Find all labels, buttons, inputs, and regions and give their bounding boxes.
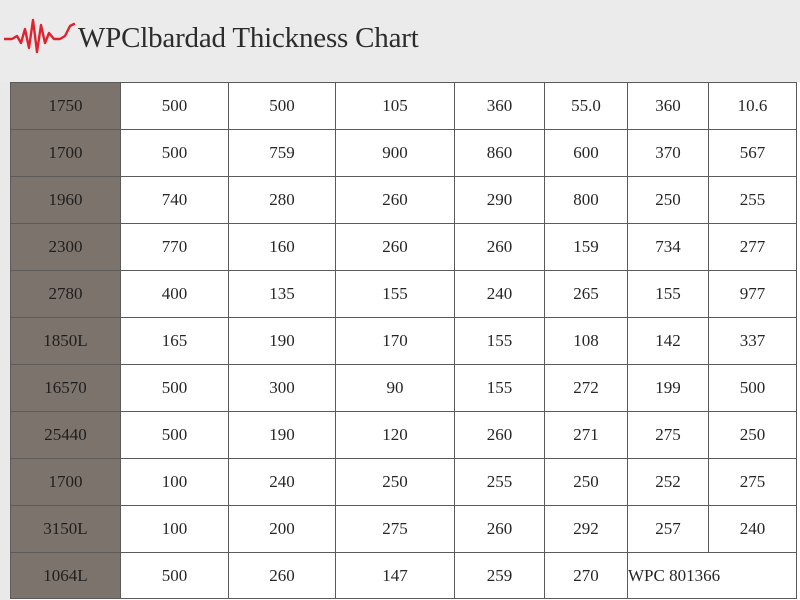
table-cell: 190 (229, 412, 336, 459)
table-cell: 159 (545, 224, 628, 271)
table-row (11, 412, 797, 459)
table-cell: 257 (628, 506, 709, 553)
table-cell: 200 (229, 506, 336, 553)
table-cell: 260 (336, 224, 455, 271)
table-row (11, 553, 797, 599)
table-row (11, 177, 797, 224)
table-cell: 500 (229, 83, 336, 130)
table-cell: 272 (545, 365, 628, 412)
row-label: 1700 (11, 130, 121, 177)
table-cell: 135 (229, 271, 336, 318)
table-cell: 55.0 (545, 83, 628, 130)
table-cell: 240 (455, 271, 545, 318)
table-cell: 275 (628, 412, 709, 459)
table-cell: 567 (709, 130, 797, 177)
row-label: 3150L (11, 506, 121, 553)
table-cell: 155 (628, 271, 709, 318)
row-label: 25440 (11, 412, 121, 459)
table-row (11, 271, 797, 318)
table-cell: 360 (455, 83, 545, 130)
table-cell: 770 (121, 224, 229, 271)
table-cell: 155 (455, 365, 545, 412)
row-label: 2300 (11, 224, 121, 271)
chart-title: WPClbardad Thickness Chart (78, 22, 419, 54)
table-cell: 500 (121, 130, 229, 177)
row-label: 1700 (11, 459, 121, 506)
chart-header (0, 0, 800, 82)
table-cell: 100 (121, 459, 229, 506)
table-cell: 108 (545, 318, 628, 365)
table-cell: 142 (628, 318, 709, 365)
table-cell: 300 (229, 365, 336, 412)
table-cell: 271 (545, 412, 628, 459)
table-cell: 977 (709, 271, 797, 318)
table-cell: 250 (709, 412, 797, 459)
table-row (11, 83, 797, 130)
table-cell: 500 (121, 365, 229, 412)
table-cell: 90 (336, 365, 455, 412)
table-row (11, 318, 797, 365)
table-cell: 147 (336, 553, 455, 599)
table-cell: 265 (545, 271, 628, 318)
table-cell: 370 (628, 130, 709, 177)
table-cell: 255 (455, 459, 545, 506)
table-cell: 292 (545, 506, 628, 553)
table-cell: 337 (709, 318, 797, 365)
table-cell: 800 (545, 177, 628, 224)
table-cell: 199 (628, 365, 709, 412)
table-cell: 260 (336, 177, 455, 224)
table-cell: 260 (455, 506, 545, 553)
table-cell: 120 (336, 412, 455, 459)
table-note: WPC 801366 (628, 553, 797, 599)
table-cell: 290 (455, 177, 545, 224)
table-row (11, 365, 797, 412)
table-row (11, 459, 797, 506)
table-cell: 734 (628, 224, 709, 271)
table-cell: 160 (229, 224, 336, 271)
thickness-table (10, 82, 797, 599)
table-cell: 259 (455, 553, 545, 599)
row-label: 1960 (11, 177, 121, 224)
table-cell: 500 (121, 83, 229, 130)
table-cell: 900 (336, 130, 455, 177)
table-cell: 500 (121, 412, 229, 459)
waveform-icon (4, 12, 76, 56)
table-cell: 190 (229, 318, 336, 365)
table-cell: 260 (455, 224, 545, 271)
table-cell: 240 (709, 506, 797, 553)
table-row (11, 506, 797, 553)
table-cell: 275 (709, 459, 797, 506)
table-cell: 100 (121, 506, 229, 553)
table-cell: 165 (121, 318, 229, 365)
table-cell: 155 (455, 318, 545, 365)
table-row (11, 224, 797, 271)
table-cell: 275 (336, 506, 455, 553)
table-row (11, 130, 797, 177)
table-cell: 240 (229, 459, 336, 506)
row-label: 1850L (11, 318, 121, 365)
table-cell: 260 (455, 412, 545, 459)
table-cell: 759 (229, 130, 336, 177)
table-cell: 400 (121, 271, 229, 318)
table-cell: 270 (545, 553, 628, 599)
table-cell: 860 (455, 130, 545, 177)
table-cell: 255 (709, 177, 797, 224)
row-label: 2780 (11, 271, 121, 318)
table-cell: 155 (336, 271, 455, 318)
table-cell: 252 (628, 459, 709, 506)
table-cell: 250 (545, 459, 628, 506)
table-cell: 740 (121, 177, 229, 224)
table-cell: 260 (229, 553, 336, 599)
row-label: 1750 (11, 83, 121, 130)
table-cell: 170 (336, 318, 455, 365)
table-cell: 105 (336, 83, 455, 130)
row-label: 1064L (11, 553, 121, 599)
table-cell: 500 (121, 553, 229, 599)
row-label: 16570 (11, 365, 121, 412)
table-cell: 250 (628, 177, 709, 224)
table-cell: 277 (709, 224, 797, 271)
table-cell: 500 (709, 365, 797, 412)
table-cell: 600 (545, 130, 628, 177)
table-cell: 250 (336, 459, 455, 506)
table-cell: 10.6 (709, 83, 797, 130)
table-cell: 360 (628, 83, 709, 130)
table-cell: 280 (229, 177, 336, 224)
